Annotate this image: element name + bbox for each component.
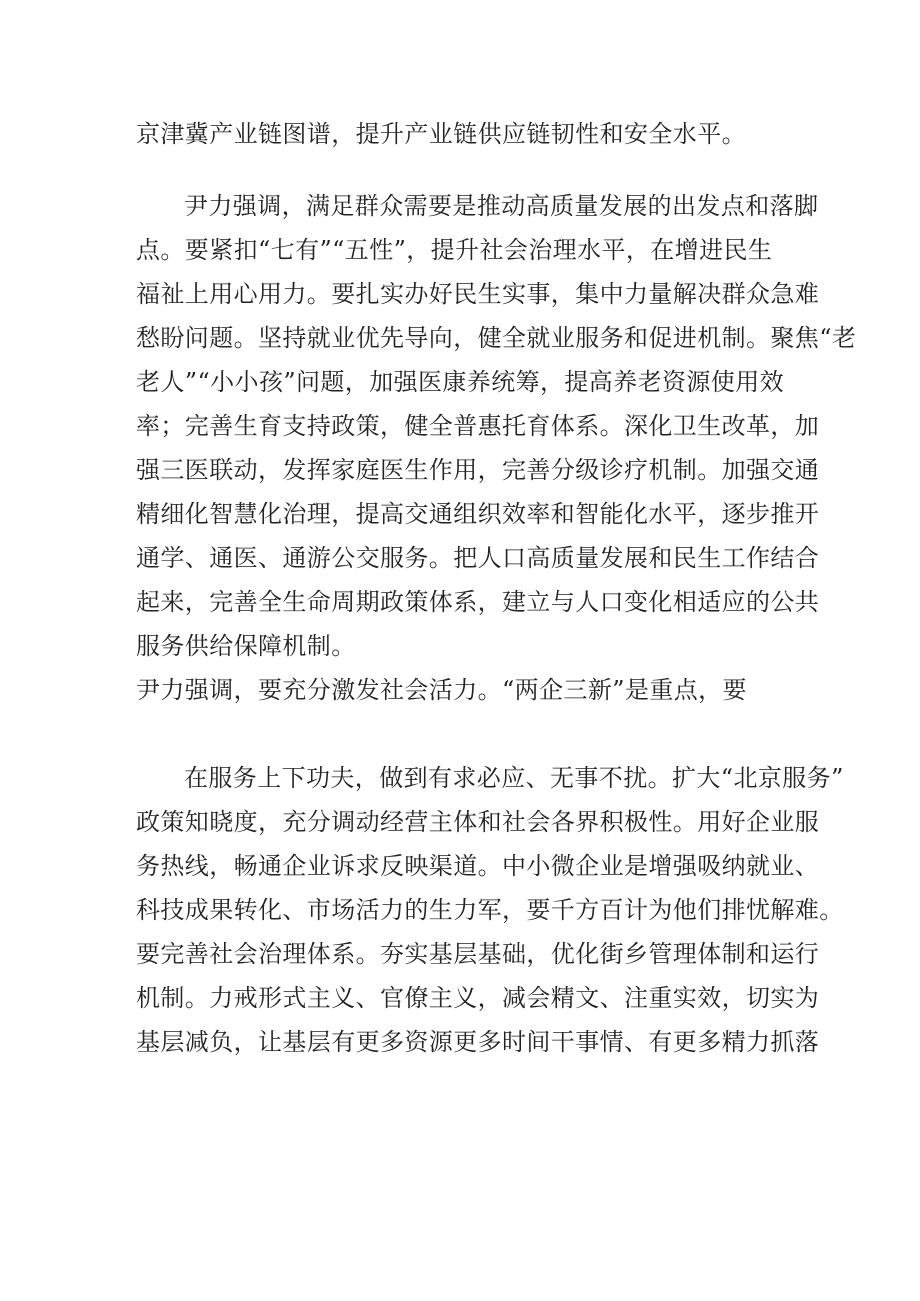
text-line: 老人”“小小孩”问题，加强医康养统筹，提高养老资源使用效 <box>136 368 785 396</box>
text-line: 要完善社会治理体系。夯实基层基础，优化街乡管理体制和运行 <box>136 940 820 968</box>
text-line: 起来，完善全生命周期政策体系，建立与人口变化相适应的公共 <box>136 588 820 616</box>
text-line: 福祉上用心用力。要扎实办好民生实事，集中力量解决群众急难 <box>136 280 820 308</box>
text-line: 强三医联动，发挥家庭医生作用，完善分级诊疗机制。加强交通 <box>136 456 820 484</box>
paragraph-first-line: 在服务上下功夫，做到有求必应、无事不扰。扩大“北京服务” <box>184 764 844 792</box>
text-line: 服务供给保障机制。 <box>136 632 356 660</box>
text-line: 政策知晓度，充分调动经营主体和社会各界积极性。用好企业服 <box>136 808 820 836</box>
text-line: 点。要紧扣“七有”“五性”，提升社会治理水平，在增进民生 <box>136 236 773 264</box>
text-line: 科技成果转化、市场活力的生力军，要千方百计为他们排忧解难。 <box>136 896 844 924</box>
text-line: 尹力强调，要充分激发社会活力。“两企三新”是重点，要 <box>136 676 747 704</box>
text-line: 务热线，畅通企业诉求反映渠道。中小微企业是增强吸纳就业、 <box>136 852 820 880</box>
text-line: 通学、通医、通游公交服务。把人口高质量发展和民生工作结合 <box>136 544 820 572</box>
text-line: 愁盼问题。坚持就业优先导向，健全就业服务和促进机制。聚焦“老 <box>136 324 857 352</box>
text-line: 基层减负，让基层有更多资源更多时间干事情、有更多精力抓落 <box>136 1028 820 1056</box>
text-line: 率；完善生育支持政策，健全普惠托育体系。深化卫生改革，加 <box>136 412 820 440</box>
text-line: 精细化智慧化治理，提高交通组织效率和智能化水平，逐步推开 <box>136 500 820 528</box>
text-line: 机制。力戒形式主义、官僚主义，减会精文、注重实效，切实为 <box>136 984 820 1012</box>
text-line: 京津冀产业链图谱，提升产业链供应链韧性和安全水平。 <box>136 120 746 148</box>
paragraph-first-line: 尹力强调，满足群众需要是推动高质量发展的出发点和落脚 <box>184 192 819 220</box>
